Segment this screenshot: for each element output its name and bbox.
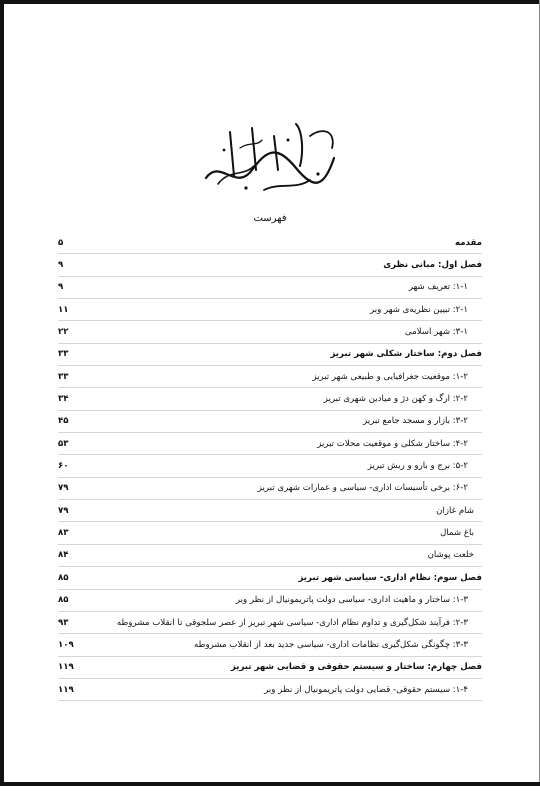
toc-page-number: ۳۳ (58, 349, 69, 360)
toc-entry (58, 232, 482, 254)
toc-entry-title: ۲-۱: تبیین نظریه‌ی شهر وبر (370, 304, 468, 315)
toc-entry-title: فصل اول: مبانی نظری (383, 260, 482, 271)
toc-title: فهرست (253, 213, 287, 224)
toc-entry (58, 500, 482, 522)
toc-page-number: ۸۴ (58, 550, 69, 561)
toc-entry-title: مقدمه (454, 237, 482, 248)
toc-entry (58, 545, 482, 567)
table-of-contents (58, 232, 482, 701)
toc-entry-title: ۱-۲: موقعیت جغرافیایی و طبیعی شهر تبریز (312, 371, 468, 382)
toc-entry (58, 679, 482, 701)
page-edge-top (0, 0, 540, 4)
toc-page-number: ۶۰ (58, 461, 69, 472)
toc-entry-title: فصل چهارم: ساختار و سیستم حقوقی و قضایی شهر تبریز (230, 662, 482, 673)
toc-page-number: ۷۹ (58, 505, 69, 516)
toc-entry-title: ۶-۲: برخی تأسیسات اداری- سیاسی و عمارات شهری تبریز (257, 483, 468, 494)
toc-page-number: ۸۵ (58, 572, 69, 583)
toc-page-number: ۱۱۹ (58, 684, 74, 695)
toc-page-number: ۹ (58, 260, 64, 271)
toc-entry (58, 277, 482, 299)
toc-entry (58, 411, 482, 433)
toc-entry-title: ۳-۳: چگونگی شکل‌گیری نظامات اداری- سیاسی جدید بعد از انقلاب مشروطه (194, 639, 468, 650)
toc-entry-title: ۳-۲: بازار و مسجد جامع تبریز (362, 416, 468, 427)
toc-entry (58, 366, 482, 388)
toc-page-number: ۴۵ (58, 416, 69, 427)
toc-entry (58, 657, 482, 679)
toc-entry-title: فصل سوم: نظام اداری- سیاسی شهر تبریز (298, 572, 482, 583)
toc-entry (58, 478, 482, 500)
basmala-calligraphy (200, 118, 340, 198)
toc-entry (58, 299, 482, 321)
toc-entry-title: ۵-۲: برج و بارو و ربش تبریز (367, 461, 468, 472)
toc-page-number: ۳۳ (58, 371, 69, 382)
toc-entry-title: ۱-۴: سیستم حقوقی- قضایی دولت پاتریمونیال از نظر وبر (264, 684, 468, 695)
toc-entry (58, 567, 482, 589)
toc-entry-title: ۴-۲: ساختار شکلی و موقعیت محلات تبریز (317, 438, 468, 449)
toc-page-number: ۱۰۹ (58, 639, 74, 650)
bottom-margin (0, 786, 540, 800)
toc-entry (58, 433, 482, 455)
toc-page-number: ۵ (58, 237, 64, 248)
toc-page-number: ۹ (58, 282, 64, 293)
toc-entry-title: ۳-۱: شهر اسلامی (404, 327, 468, 338)
toc-entry-title: شام غازان (436, 505, 474, 516)
toc-page-number: ۳۴ (58, 394, 69, 405)
toc-entry-title: ۲-۲: ارگ و کهن دژ و میادین شهری تبریز (323, 394, 468, 405)
toc-entry (58, 455, 482, 477)
toc-entry-title: باغ شمال (440, 528, 474, 539)
toc-page-number: ۸۵ (58, 595, 69, 606)
toc-entry (58, 522, 482, 544)
toc-entry (58, 254, 482, 276)
toc-page-number: ۵۳ (58, 438, 69, 449)
toc-entry (58, 321, 482, 343)
toc-entry (58, 634, 482, 656)
toc-entry (58, 590, 482, 612)
toc-entry-title: خلعت پوشان (427, 550, 474, 561)
toc-entry-title: فصل دوم: ساختار شکلی شهر تبریز (330, 349, 482, 360)
page-edge-left (0, 0, 4, 800)
toc-page-number: ۹۳ (58, 617, 69, 628)
toc-entry-title: ۲-۳: فرآیند شکل‌گیری و تداوم نظام اداری- سیاسی شهر تبریز از عصر سلجوقی تا انقلاب مشروطه (116, 617, 468, 628)
toc-entry-title: ۱-۱: تعریف شهر (408, 282, 468, 293)
toc-page-number: ۲۲ (58, 327, 69, 338)
toc-page-number: ۱۱۹ (58, 662, 74, 673)
toc-page-number: ۷۹ (58, 483, 69, 494)
toc-entry (58, 344, 482, 366)
toc-page-number: ۸۳ (58, 528, 69, 539)
toc-entry-title: ۱-۳: ساختار و ماهیت اداری- سیاسی دولت پاتریمونیال از نظر وبر (235, 595, 468, 606)
toc-page-number: ۱۱ (58, 304, 69, 315)
toc-entry (58, 388, 482, 410)
toc-entry (58, 612, 482, 634)
